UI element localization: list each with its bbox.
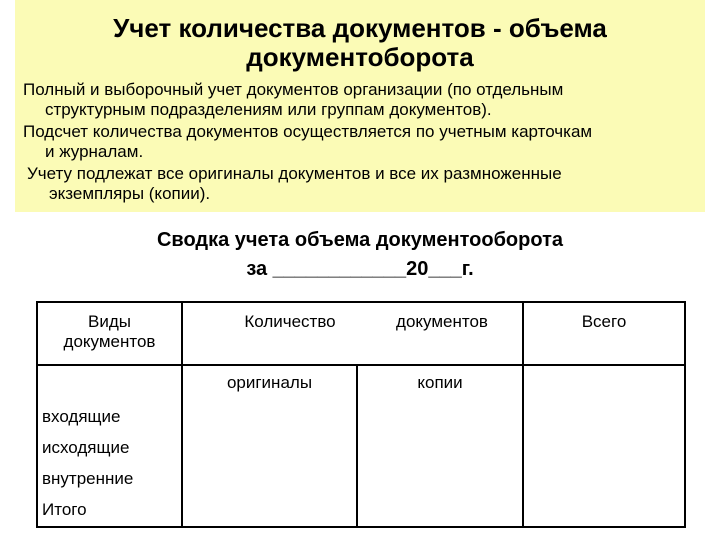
subheader-copies: копии xyxy=(417,373,463,392)
subheader-originals: оригиналы xyxy=(226,373,313,392)
row-label-incoming: входящие xyxy=(42,407,121,426)
table-divider-3 xyxy=(522,301,524,528)
table-border-right xyxy=(684,301,686,528)
paragraph-3: Учету подлежат все оригиналы документов и все их размноженные экземпляры (копии). xyxy=(27,164,562,203)
header-types: Виды документов xyxy=(63,312,156,351)
page-title: Учет количества документов - объема документоборота xyxy=(113,13,607,72)
header-quantity: Количество xyxy=(244,312,336,331)
paragraph-1: Полный и выборочный учет документов организации (по отдельным структурным подразделениям или группам документов). xyxy=(23,80,564,119)
row-label-internal: внутренние xyxy=(42,469,134,488)
table-border-bottom xyxy=(36,526,686,528)
summary-heading: Сводка учета объема документооборота за ____________20___г. xyxy=(156,229,563,280)
header-documents: документов xyxy=(396,312,488,331)
table-divider-1 xyxy=(181,301,183,528)
table-border-top xyxy=(36,301,686,303)
paragraph-2: Подсчет количества документов осуществляется по учетным карточкам и журналам. xyxy=(23,122,593,161)
header-total: Всего xyxy=(581,312,627,331)
table-divider-header xyxy=(36,364,686,366)
row-label-total: Итого xyxy=(42,500,87,519)
row-label-outgoing: исходящие xyxy=(42,438,130,457)
